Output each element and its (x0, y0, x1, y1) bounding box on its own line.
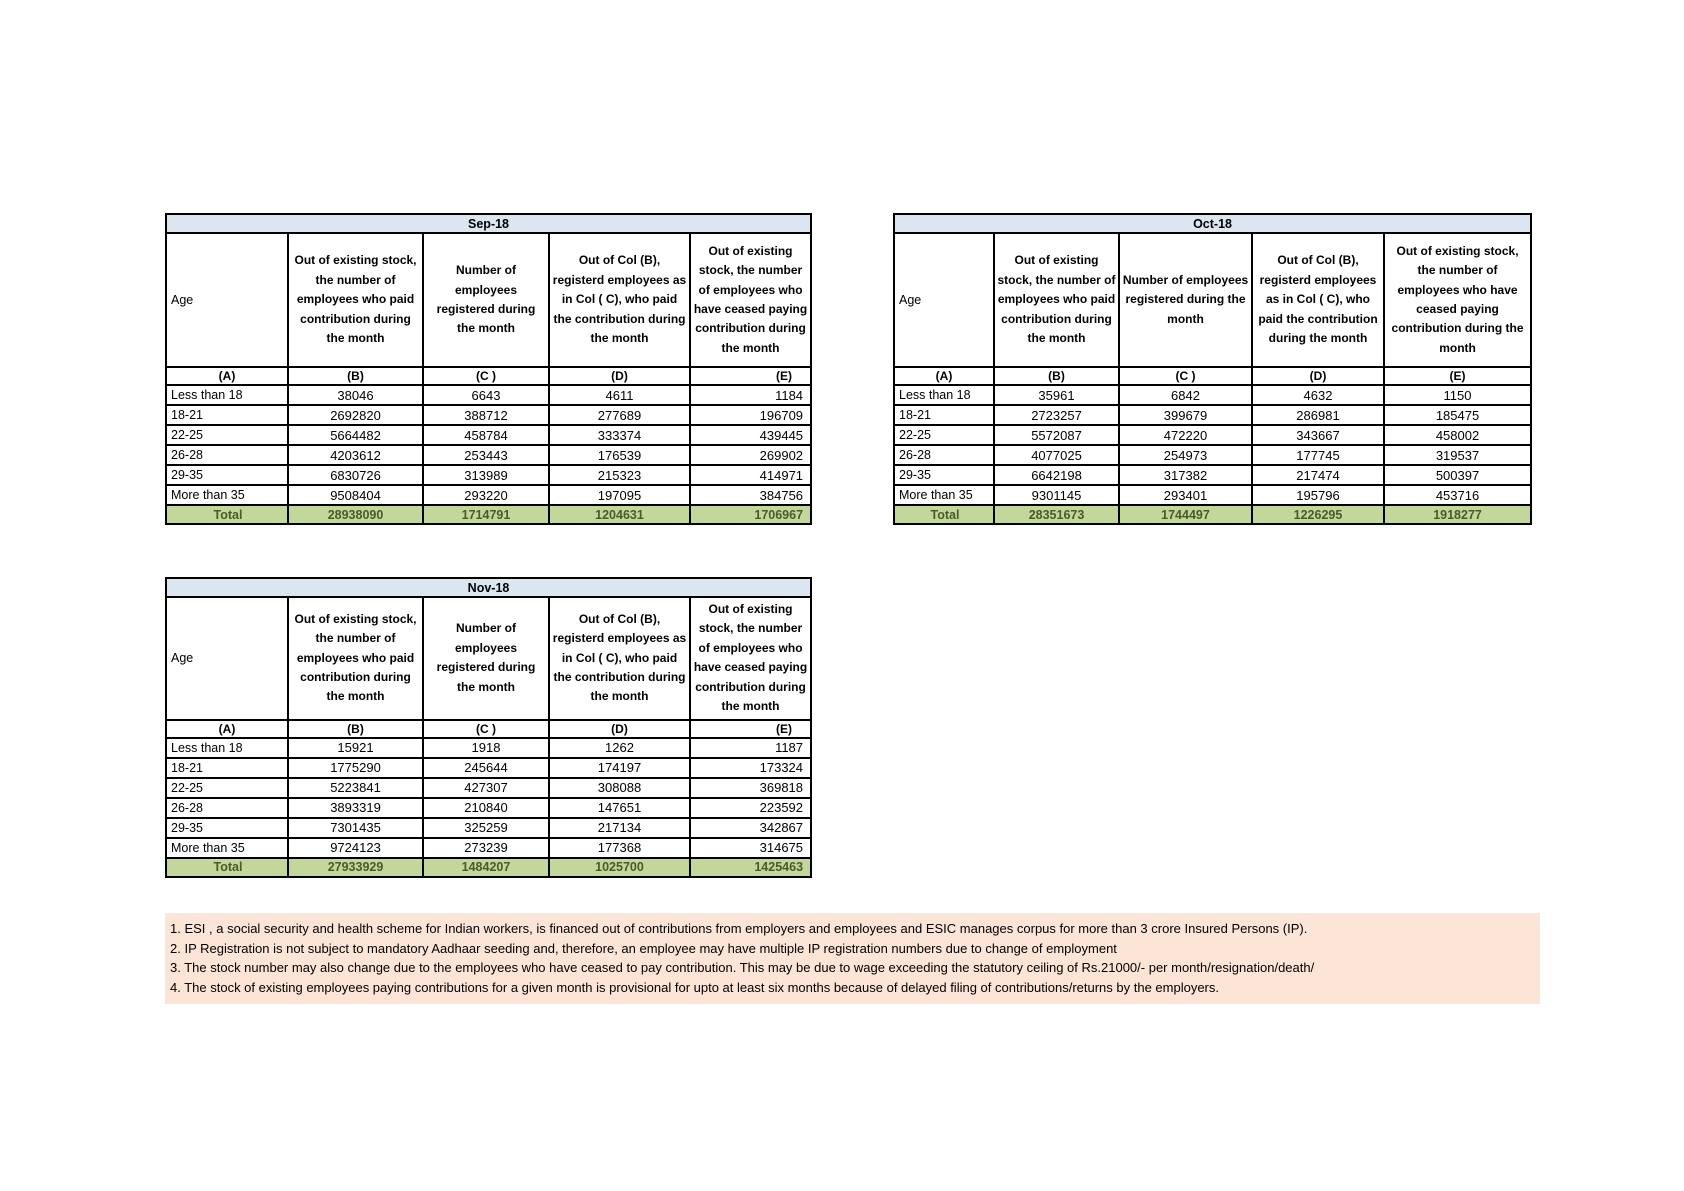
value-cell-b: 5223841 (288, 778, 423, 798)
value-cell-d: 217134 (549, 818, 690, 838)
table-sep-18 (165, 213, 812, 525)
value-cell-e: 269902 (690, 445, 811, 465)
value-cell-c: 254973 (1119, 445, 1252, 465)
value-cell-c: 458784 (423, 425, 549, 445)
total-cell-d: 1204631 (549, 505, 690, 524)
age-group-cell: 29-35 (166, 465, 288, 485)
table-title-nov-18: Nov-18 (166, 578, 811, 597)
value-cell-d: 177368 (549, 838, 690, 858)
col-label-e: (E) (690, 367, 811, 385)
age-group-cell: 29-35 (166, 818, 288, 838)
col-label-a: (A) (894, 367, 994, 385)
age-group-cell: 26-28 (166, 798, 288, 818)
col-label-e: (E) (1384, 367, 1531, 385)
table-row (894, 405, 1531, 425)
table-row (166, 465, 811, 485)
value-cell-b: 5572087 (994, 425, 1119, 445)
table-row (166, 445, 811, 465)
table-row (166, 798, 811, 818)
total-label-cell: Total (894, 505, 994, 524)
value-cell-b: 1775290 (288, 758, 423, 778)
value-cell-d: 343667 (1252, 425, 1384, 445)
table-row (166, 818, 811, 838)
age-group-cell: 22-25 (894, 425, 994, 445)
value-cell-d: 277689 (549, 405, 690, 425)
total-row (894, 505, 1531, 524)
age-group-cell: More than 35 (166, 485, 288, 505)
value-cell-b: 6642198 (994, 465, 1119, 485)
value-cell-e: 173324 (690, 758, 811, 778)
value-cell-e: 319537 (1384, 445, 1531, 465)
value-cell-b: 9508404 (288, 485, 423, 505)
value-cell-c: 293220 (423, 485, 549, 505)
total-cell-c: 1484207 (423, 858, 549, 877)
age-group-cell: Less than 18 (894, 385, 994, 405)
value-cell-d: 4611 (549, 385, 690, 405)
age-group-cell: 29-35 (894, 465, 994, 485)
table-row (166, 485, 811, 505)
value-cell-c: 317382 (1119, 465, 1252, 485)
table-row (894, 445, 1531, 465)
col-label-c: (C ) (1119, 367, 1252, 385)
value-cell-e: 314675 (690, 838, 811, 858)
value-cell-c: 6643 (423, 385, 549, 405)
value-cell-c: 245644 (423, 758, 549, 778)
value-cell-e: 500397 (1384, 465, 1531, 485)
value-cell-b: 15921 (288, 738, 423, 758)
value-cell-e: 223592 (690, 798, 811, 818)
age-group-cell: More than 35 (166, 838, 288, 858)
table-row (166, 838, 811, 858)
age-group-cell: 26-28 (166, 445, 288, 465)
value-cell-c: 325259 (423, 818, 549, 838)
total-cell-d: 1226295 (1252, 505, 1384, 524)
footnote-3: 3. The stock number may also change due to the employees who have ceased to pay contribution. This may be due to wage exceeding the statutory ceiling of Rs.21000/- per month/resignation/death/ (170, 960, 1315, 975)
col-header-paid-contribution: Out of existing stock, the number of employees who paid contribution during the month (288, 597, 423, 720)
table-row (894, 465, 1531, 485)
value-cell-e: 185475 (1384, 405, 1531, 425)
total-cell-b: 28351673 (994, 505, 1119, 524)
value-cell-b: 4203612 (288, 445, 423, 465)
col-header-paid-contribution: Out of existing stock, the number of employees who paid contribution during the month (288, 233, 423, 367)
table-row (166, 385, 811, 405)
col-header-paid-contribution: Out of existing stock, the number of employees who paid contribution during the month (994, 233, 1119, 367)
value-cell-e: 1150 (1384, 385, 1531, 405)
col-header-age: Age (166, 233, 288, 367)
col-label-c: (C ) (423, 720, 549, 738)
col-label-b: (B) (994, 367, 1119, 385)
value-cell-c: 399679 (1119, 405, 1252, 425)
table-row (166, 738, 811, 758)
value-cell-d: 177745 (1252, 445, 1384, 465)
table-nov-18 (165, 577, 812, 878)
col-label-c: (C ) (423, 367, 549, 385)
col-label-d: (D) (1252, 367, 1384, 385)
col-label-e: (E) (690, 720, 811, 738)
col-header-registered: Number of employees registered during the month (1119, 233, 1252, 367)
table-row (166, 758, 811, 778)
col-label-b: (B) (288, 367, 423, 385)
col-label-b: (B) (288, 720, 423, 738)
table-row (166, 405, 811, 425)
value-cell-b: 35961 (994, 385, 1119, 405)
value-cell-b: 2692820 (288, 405, 423, 425)
value-cell-e: 342867 (690, 818, 811, 838)
col-header-age: Age (894, 233, 994, 367)
value-cell-c: 293401 (1119, 485, 1252, 505)
value-cell-c: 6842 (1119, 385, 1252, 405)
value-cell-b: 4077025 (994, 445, 1119, 465)
table-title-oct-18: Oct-18 (894, 214, 1531, 233)
footnote-4: 4. The stock of existing employees paying contributions for a given month is provisional for upto at least six months because of delayed filing of contributions/returns by the employers. (170, 979, 1219, 995)
age-group-cell: Less than 18 (166, 385, 288, 405)
value-cell-c: 210840 (423, 798, 549, 818)
col-header-registered: Number of employees registered during the month (423, 597, 549, 720)
value-cell-d: 286981 (1252, 405, 1384, 425)
value-cell-c: 1918 (423, 738, 549, 758)
value-cell-e: 1184 (690, 385, 811, 405)
value-cell-e: 369818 (690, 778, 811, 798)
value-cell-e: 1187 (690, 738, 811, 758)
value-cell-e: 196709 (690, 405, 811, 425)
total-cell-d: 1025700 (549, 858, 690, 877)
value-cell-b: 7301435 (288, 818, 423, 838)
value-cell-d: 308088 (549, 778, 690, 798)
col-header-ceased-paying: Out of existing stock, the number of employees who have ceased paying contribution during the month (690, 233, 811, 367)
total-cell-b: 27933929 (288, 858, 423, 877)
value-cell-c: 427307 (423, 778, 549, 798)
value-cell-e: 384756 (690, 485, 811, 505)
table-row (166, 425, 811, 445)
value-cell-d: 174197 (549, 758, 690, 778)
total-cell-b: 28938090 (288, 505, 423, 524)
total-label-cell: Total (166, 505, 288, 524)
value-cell-e: 453716 (1384, 485, 1531, 505)
total-cell-c: 1714791 (423, 505, 549, 524)
value-cell-c: 313989 (423, 465, 549, 485)
total-label-cell: Total (166, 858, 288, 877)
age-group-cell: 18-21 (166, 405, 288, 425)
table-row (894, 485, 1531, 505)
age-group-cell: 26-28 (894, 445, 994, 465)
footnote-2: 2. IP Registration is not subject to mandatory Aadhaar seeding and, therefore, an employee may have multiple IP registration numbers due to change of employment (170, 940, 1117, 956)
age-group-cell: Less than 18 (166, 738, 288, 758)
table-row (894, 425, 1531, 445)
col-label-d: (D) (549, 367, 690, 385)
col-header-ceased-paying: Out of existing stock, the number of employees who have ceased paying contribution during the month (690, 597, 811, 720)
value-cell-b: 2723257 (994, 405, 1119, 425)
value-cell-d: 333374 (549, 425, 690, 445)
footnotes-block (165, 913, 1540, 1004)
value-cell-c: 253443 (423, 445, 549, 465)
table-row (166, 778, 811, 798)
value-cell-c: 273239 (423, 838, 549, 858)
value-cell-b: 3893319 (288, 798, 423, 818)
value-cell-e: 458002 (1384, 425, 1531, 445)
age-group-cell: 22-25 (166, 778, 288, 798)
col-label-a: (A) (166, 720, 288, 738)
value-cell-d: 197095 (549, 485, 690, 505)
value-cell-d: 176539 (549, 445, 690, 465)
value-cell-e: 439445 (690, 425, 811, 445)
value-cell-d: 147651 (549, 798, 690, 818)
col-header-registered-paid: Out of Col (B), registerd employees as in Col ( C), who paid the contribution during the month (1252, 233, 1384, 367)
table-row (894, 385, 1531, 405)
value-cell-c: 388712 (423, 405, 549, 425)
age-group-cell: More than 35 (894, 485, 994, 505)
age-group-cell: 18-21 (166, 758, 288, 778)
total-cell-e: 1706967 (690, 505, 811, 524)
total-cell-e: 1425463 (690, 858, 811, 877)
col-label-d: (D) (549, 720, 690, 738)
value-cell-d: 4632 (1252, 385, 1384, 405)
total-row (166, 505, 811, 524)
value-cell-b: 9301145 (994, 485, 1119, 505)
value-cell-b: 9724123 (288, 838, 423, 858)
total-row (166, 858, 811, 877)
age-group-cell: 22-25 (166, 425, 288, 445)
value-cell-d: 215323 (549, 465, 690, 485)
value-cell-d: 1262 (549, 738, 690, 758)
col-header-age: Age (166, 597, 288, 720)
table-oct-18 (893, 213, 1532, 525)
value-cell-b: 5664482 (288, 425, 423, 445)
col-header-registered-paid: Out of Col (B), registerd employees as in Col ( C), who paid the contribution during the month (549, 233, 690, 367)
total-cell-c: 1744497 (1119, 505, 1252, 524)
col-header-registered-paid: Out of Col (B), registerd employees as in Col ( C), who paid the contribution during the month (549, 597, 690, 720)
age-group-cell: 18-21 (894, 405, 994, 425)
col-header-ceased-paying: Out of existing stock, the number of employees who have ceased paying contribution during the month (1384, 233, 1531, 367)
value-cell-d: 217474 (1252, 465, 1384, 485)
value-cell-b: 38046 (288, 385, 423, 405)
value-cell-d: 195796 (1252, 485, 1384, 505)
col-header-registered: Number of employees registered during the month (423, 233, 549, 367)
table-title-sep-18: Sep-18 (166, 214, 811, 233)
col-label-a: (A) (166, 367, 288, 385)
total-cell-e: 1918277 (1384, 505, 1531, 524)
value-cell-e: 414971 (690, 465, 811, 485)
footnote-1: 1. ESI , a social security and health scheme for Indian workers, is financed out of contributions from employers and employees and ESIC manages corpus for more than 3 crore Insured Persons (IP). (170, 921, 1308, 936)
value-cell-b: 6830726 (288, 465, 423, 485)
value-cell-c: 472220 (1119, 425, 1252, 445)
